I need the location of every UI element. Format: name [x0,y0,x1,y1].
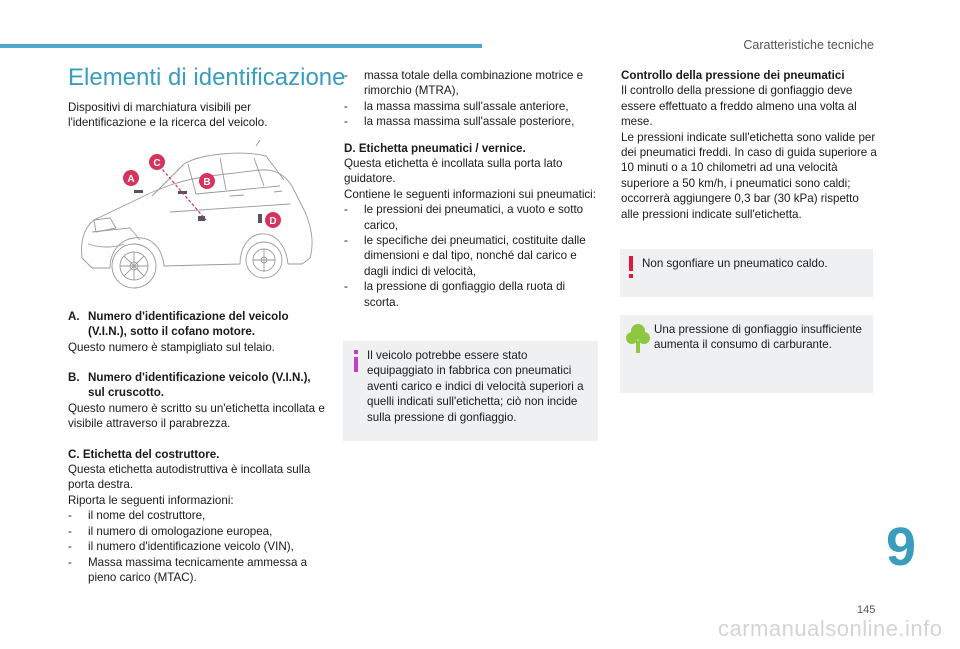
svg-text:C: C [153,158,161,169]
item-c-heading: C. Etichetta del costruttore. [68,447,220,461]
list-item: - le pressioni dei pneumatici, a vuoto e sotto carico, [344,202,602,233]
item-b-body: Questo numero è scritto su un'etichetta incollata e visibile attraverso il parabrezza. [68,401,325,431]
item-a-body: Questo numero è stampigliato sul telaio. [68,340,275,354]
list-item: - il nome del costruttore, [68,508,330,523]
item-d-body2: Contiene le seguenti informazioni sui pneumatici: [344,187,596,201]
chapter-number: 9 [886,517,917,577]
list-item: - la massa massima sull'assale posteriore, [344,114,602,129]
pressure-paragraph-1: Il controllo della pressione di gonfiaggio deve essere effettuato a freddo almeno una volta al mese. [621,84,857,129]
intro-text: Dispositivi di marchiatura visibili per l'identificazione e la ricerca del veicolo. [68,101,268,130]
column-middle [344,68,602,310]
item-a-heading: A. Numero d'identificazione del veicolo (V.I.N.), sotto il cofano motore. [68,309,289,339]
section-title: Caratteristiche tecniche [743,38,874,52]
eco-box-text: Una pressione di gonfiaggio insufficiente aumenta il consumo di carburante. [654,323,862,352]
svg-text:A: A [127,174,135,185]
list-item: - il numero di omologazione europea, [68,524,330,539]
car-illustration [70,140,320,298]
item-b-heading: B. Numero d'identificazione veicolo (V.I.N.), sul cruscotto. [68,371,311,400]
item-c-body1: Questa etichetta autodistruttiva è incollata sulla porta destra. [68,463,311,492]
info-icon [351,350,361,372]
exclamation-icon [627,256,635,278]
item-c-list [68,508,330,585]
list-item: - la massa massima sull'assale anteriore, [344,99,602,114]
info-box-text: Il veicolo potrebbe essere stato equipaggiato in fabbrica con pneumatici aventi carico e indici di velocità superiori a quelli indicati sull'etichetta; ciò non incide sulla pressione di gonfiaggio. [367,349,584,424]
callout-d [265,212,281,228]
watermark: carmanualsonline.info [718,616,943,641]
eco-box [620,315,873,393]
list-item: - Massa massima tecnicamente ammessa a pieno carico (MTAC). [68,555,330,586]
eco-tree-icon [626,323,650,353]
header-accent-bar [0,44,482,48]
svg-text:D: D [269,216,277,227]
item-d-list [344,202,602,310]
pressure-paragraph-2: Le pressioni indicate sull'etichetta sono valide per dei pneumatici freddi. In caso di guida superiore a 10 minuti o a 10 chilometri ad una velocità superiore a 50 km/h, i pneumatici sono caldi; occorrerà aggiungere 0,3 bar (30 kPa) rispetto alle pressioni indicate sull'etichetta. [621,130,877,221]
warning-box [620,249,873,297]
list-item: - le specifiche dei pneumatici, costituite dalle dimensioni e dal tipo, nonché dal carico e dagli indici di velocità, [344,233,602,279]
item-c-list-continued [344,68,602,130]
pressure-heading: Controllo della pressione dei pneumatici [621,69,845,82]
svg-text:B: B [203,177,211,188]
page-number: 145 [857,604,876,616]
info-box [343,341,598,441]
callout-c [149,154,165,170]
item-a-letter: A. [68,309,80,323]
warning-box-text: Non sgonfiare un pneumatico caldo. [642,257,828,270]
item-b-letter: B. [68,371,80,385]
callout-a [123,170,139,186]
item-c-body2: Riporta le seguenti informazioni: [68,493,234,507]
list-item: - massa totale della combinazione motrice e rimorchio (MTRA), [344,68,602,99]
callout-b [199,173,215,189]
page-title: Elementi di identificazione [68,64,346,91]
column-right [621,68,877,222]
list-item: - il numero d'identificazione veicolo (VIN), [68,539,330,554]
list-item: - la pressione di gonfiaggio della ruota di scorta. [344,279,602,310]
item-d-body1: Questa etichetta è incollata sulla porta lato guidatore. [344,157,563,186]
item-d-heading: D. Etichetta pneumatici / vernice. [344,141,526,155]
